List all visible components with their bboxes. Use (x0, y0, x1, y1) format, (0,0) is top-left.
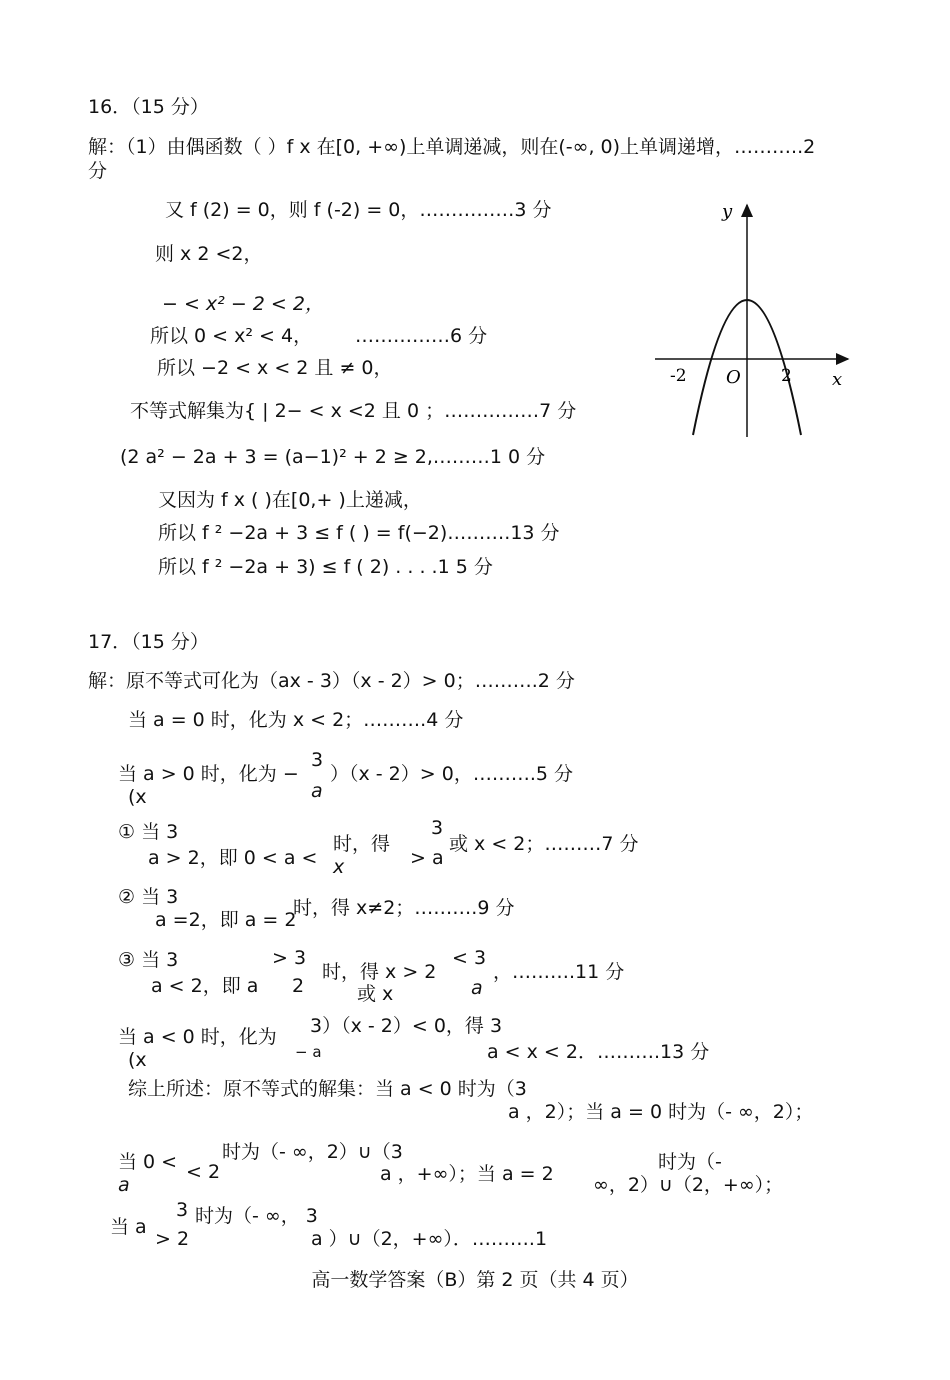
summary-3c: 时为（- ∞，2）∪（3 (222, 1141, 403, 1163)
page-footer: 高一数学答案（B）第 2 页（共 4 页） (311, 1269, 639, 1291)
summary-3a: 当 0 < (118, 1151, 178, 1173)
neg-d: a < x < 2．……….13 分 (487, 1041, 710, 1063)
summary-3e: 时为（- (658, 1151, 722, 1173)
summary-4d: 时为（- ∞， 3 (195, 1205, 318, 1227)
neg-a: 当 a < 0 时，化为 (118, 1026, 277, 1048)
q16-line-6: 所以 −2 < x < 2 且 ≠ 0， (157, 357, 393, 379)
summary-1: 综上所述：原不等式的解集：当 a < 0 时为（3 (128, 1078, 527, 1100)
summary-4e: a ）∪（2，+∞）．……….1 (311, 1228, 548, 1250)
case3-b: a < 2，即 a (151, 975, 259, 997)
case3-c: > 3 (272, 947, 307, 969)
summary-2: a ，2）；当 a = 0 时为（- ∞，2）； (508, 1101, 814, 1123)
q16-line-5a: 所以 0 < x² < 4， (150, 325, 313, 347)
q17-header: 17．（15 分） (88, 631, 209, 653)
case2-a: ② 当 3 (118, 886, 179, 908)
y-axis-label: y (722, 201, 733, 222)
summary-3b: < 2 (186, 1161, 221, 1183)
q16-line-8: (2 a² − 2a + 3 = (a−1)² + 2 ≥ 2,………1 0 分 (120, 446, 546, 468)
q16-line-3: 则 x 2 <2， (155, 243, 263, 265)
q16-line-9: 又因为 f x ( )在[0,+ )上递减， (158, 489, 422, 511)
summary-4a: 当 a (110, 1216, 147, 1238)
case1-d: 3 (431, 817, 444, 839)
case1-f: 或 x < 2；………7 分 (449, 833, 639, 855)
summary-3d: a ，+∞）；当 a = 2 (380, 1163, 554, 1185)
case3-f: 或 x (357, 983, 394, 1005)
q17-line-3b: ）（x - 2）> 0，……….5 分 (330, 763, 573, 785)
pos2-label: 2 (781, 366, 792, 386)
case1-e: > a (410, 847, 444, 869)
neg-e: (x (128, 1049, 147, 1071)
case3-g: < 3 (452, 947, 487, 969)
q17-line-3-frac-num: 3 (311, 749, 324, 771)
summary-4b: > 2 (155, 1228, 190, 1250)
q16-line-4: − < x² − 2 < 2， (162, 293, 324, 315)
q16-header: 16．（15 分） (88, 96, 209, 118)
q16-line-1b: 分 (88, 160, 108, 182)
case3-i: ，……….11 分 (493, 961, 625, 983)
x-axis-label: x (832, 369, 843, 390)
neg-c: − a (295, 1043, 322, 1061)
case1-b: a > 2，即 0 < a < (148, 847, 318, 869)
neg2-label: -2 (670, 366, 687, 386)
summary-4c: 3 (176, 1199, 189, 1221)
q17-line-3a: 当 a > 0 时，化为 − (118, 763, 299, 785)
q16-line-7: 不等式解集为{ | 2− < x <2 且 0 ；……………7 分 (130, 400, 577, 422)
case1-c: 时，得 (333, 833, 391, 855)
q16-line-2: 又 f (2) = 0，则 f (-2) = 0，……………3 分 (165, 199, 552, 221)
case3-a: ③ 当 3 (118, 949, 179, 971)
q16-line-11: 所以 f ² −2a + 3) ≤ f ( 2) . . . .1 5 分 (158, 556, 493, 578)
summary-3a-den: a (118, 1174, 130, 1196)
q17-line-3c: (x (128, 786, 147, 808)
q16-line-1: 解：（1）由偶函数（ ）f x 在[0, +∞)上单调递减，则在(-∞, 0)上单调递增，………..2 (88, 136, 816, 158)
q16-line-5b: ……………6 分 (355, 325, 488, 347)
case2-c: 时，得 x≠2；……….9 分 (293, 897, 515, 919)
q17-line-1: 解：原不等式可化为（ax - 3）（x - 2）> 0；……….2 分 (88, 670, 575, 692)
q17-line-2: 当 a = 0 时，化为 x < 2；……….4 分 (128, 709, 464, 731)
case1-x: x (333, 856, 345, 878)
origin-label: O (726, 367, 741, 388)
q17-line-3-frac-den: a (311, 780, 323, 802)
neg-b: 3）（x - 2）< 0，得 3 (310, 1015, 503, 1037)
q16-line-10: 所以 f ² −2a + 3 ≤ f ( ) = f(−2)……….13 分 (158, 522, 560, 544)
case2-b: a =2，即 a = 2 (155, 909, 297, 931)
case3-e: 时，得 x > 2 (322, 961, 437, 983)
summary-3f: ∞，2）∪（2，+∞）； (593, 1174, 784, 1196)
case3-h: a (471, 977, 483, 999)
parabola-graph (650, 195, 860, 445)
case1-a: ① 当 3 (118, 821, 179, 843)
case3-d: 2 (292, 975, 305, 997)
